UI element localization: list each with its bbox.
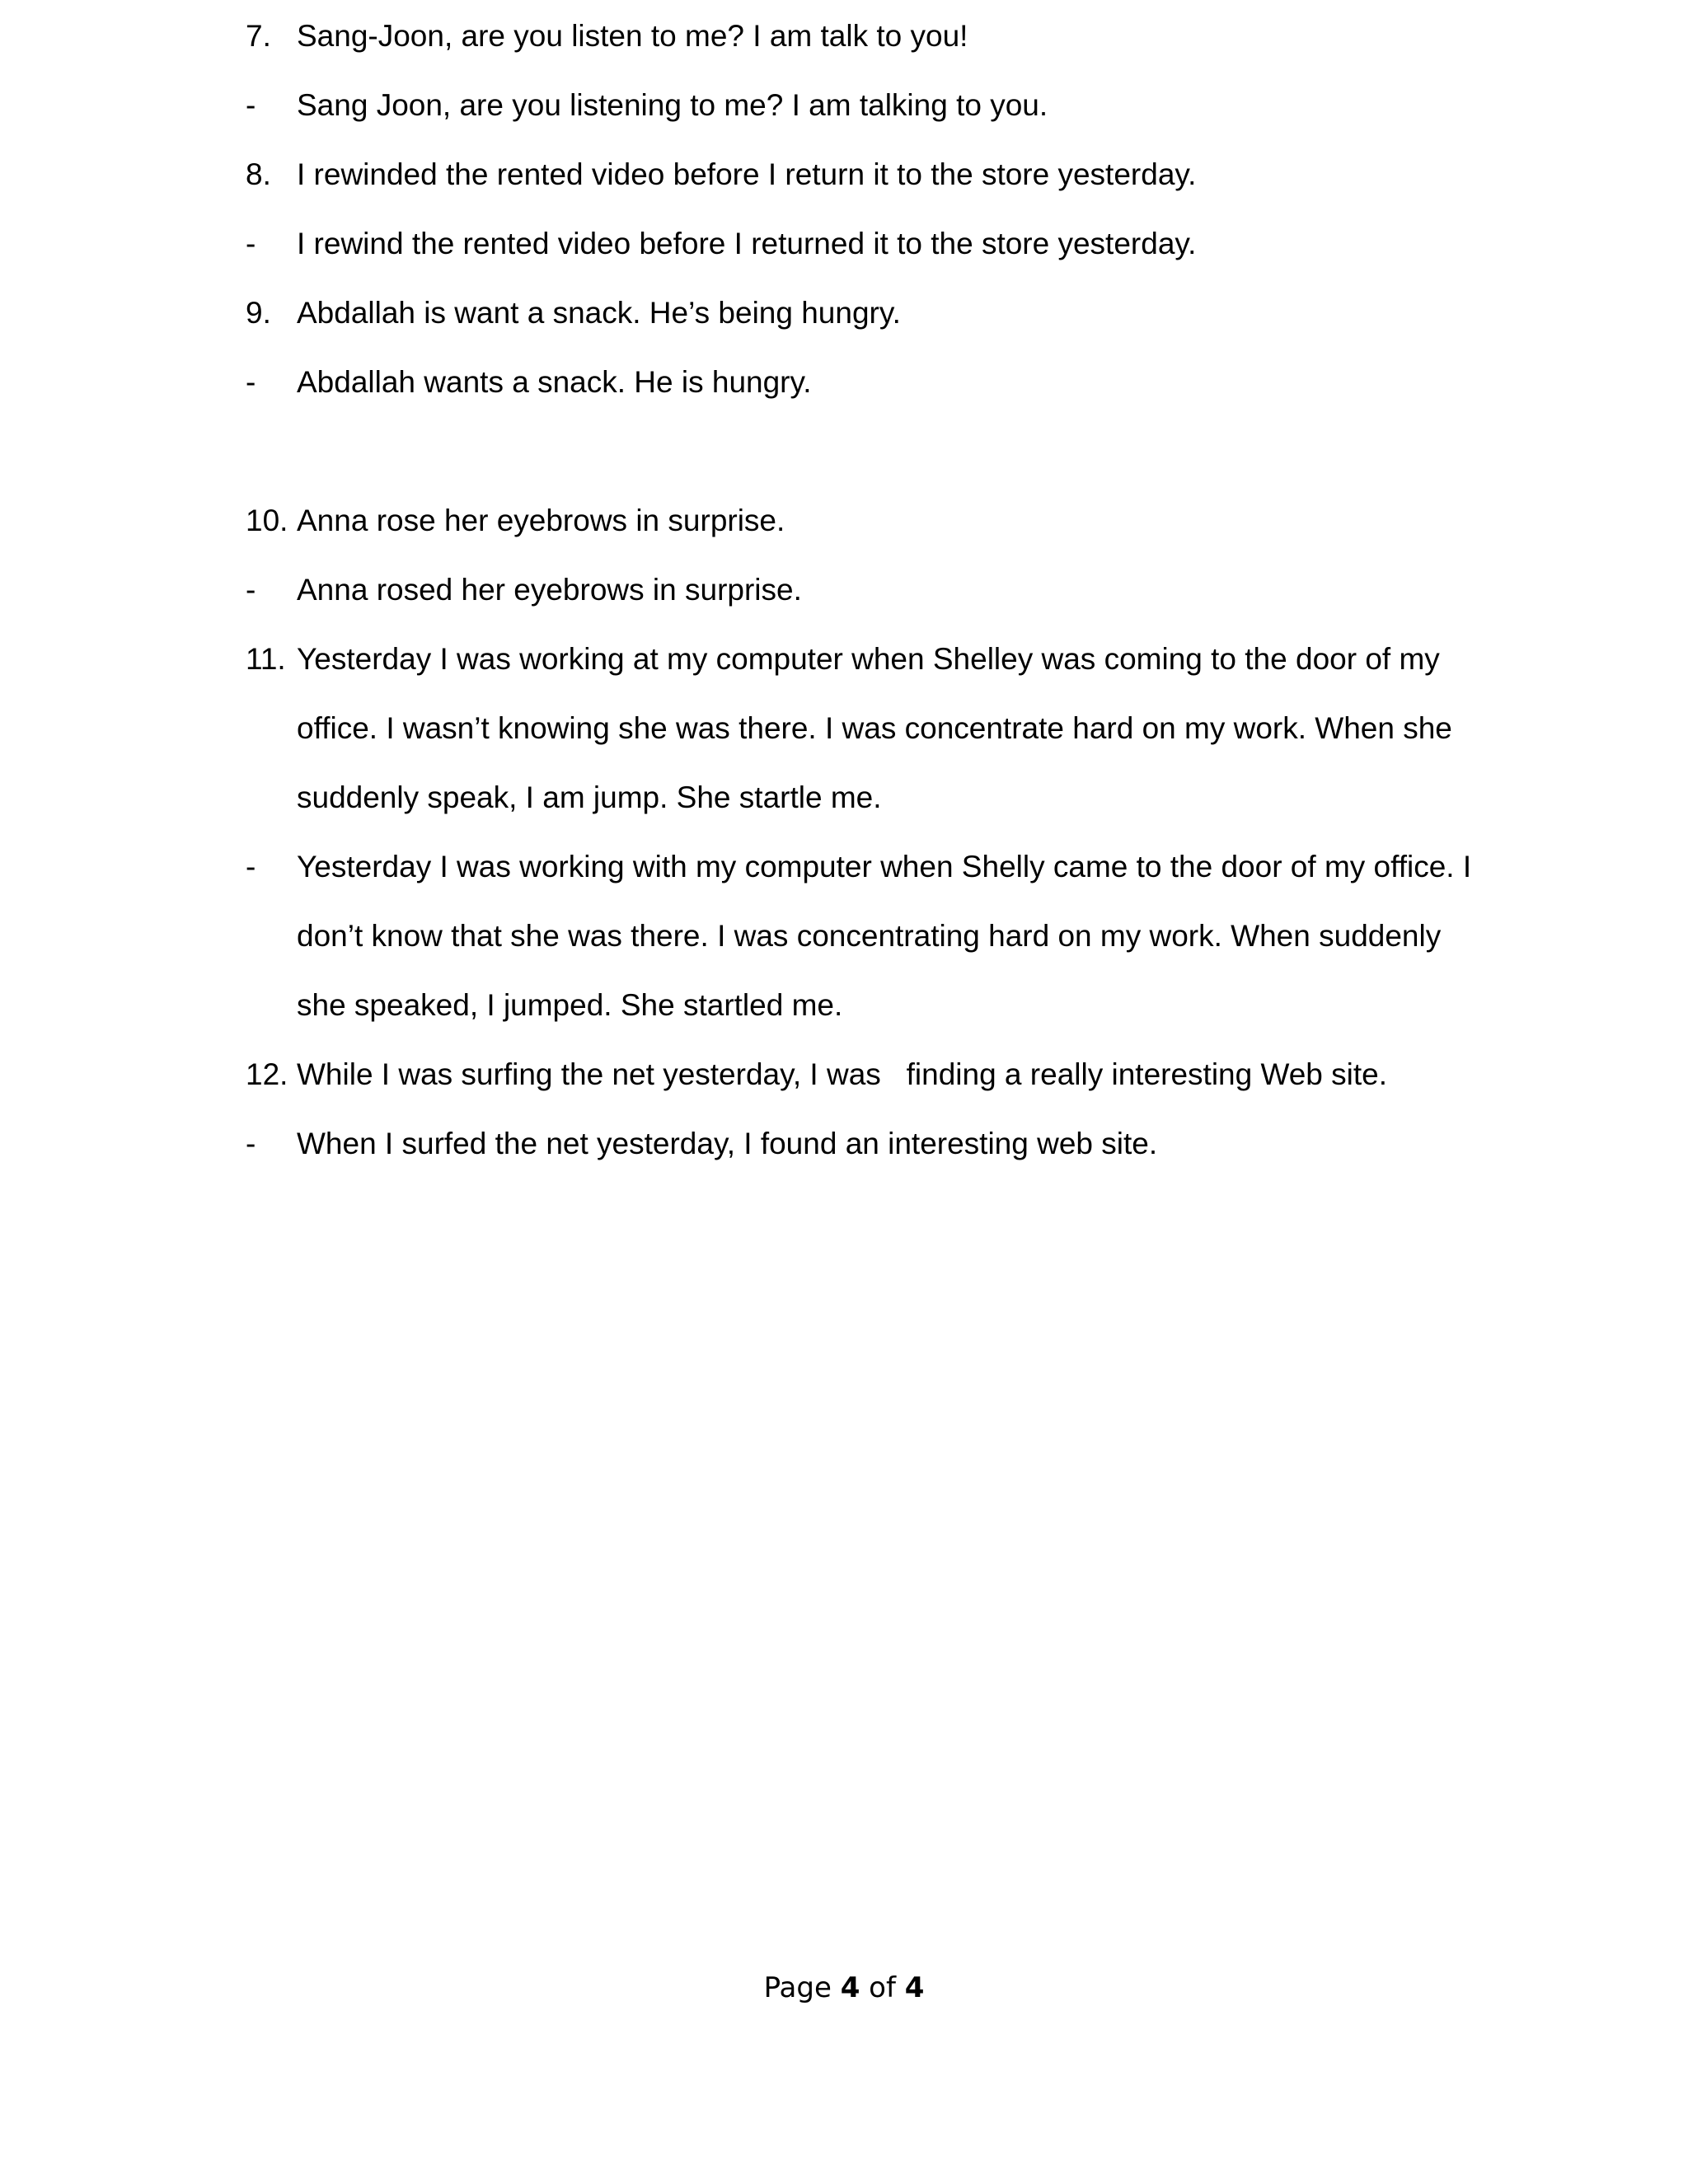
current-page-number: 4 (840, 1971, 860, 2004)
item-text: Sang-Joon, are you listen to me? I am talk to you! (297, 19, 968, 53)
item-text: Anna rose her eyebrows in surprise. (297, 504, 785, 537)
correction-item-7 (246, 81, 1482, 130)
list-item-11-continuation (246, 773, 1482, 823)
correction-text: Yesterday I was working with my computer when Shelly came to the door of my office. I (297, 850, 1472, 883)
list-item-11-continuation (246, 704, 1482, 753)
list-item-9 (246, 288, 1482, 338)
dash-marker: - (246, 573, 256, 607)
item-number: 11. (246, 642, 286, 676)
item-text: I rewinded the rented video before I return it to the store yesterday. (297, 157, 1197, 191)
page-word: Page (763, 1971, 832, 2004)
item-number: 8. (246, 157, 271, 191)
correction-item-9 (246, 358, 1482, 407)
correction-text: Anna rosed her eyebrows in surprise. (297, 573, 802, 607)
list-item-12 (246, 1050, 1482, 1099)
correction-text: Abdallah wants a snack. He is hungry. (297, 365, 812, 399)
correction-text: she speaked, I jumped. She startled me. (297, 988, 843, 1022)
page-footer (0, 1963, 1688, 2013)
correction-item-11-continuation (246, 981, 1482, 1030)
correction-text: Sang Joon, are you listening to me? I am talking to you. (297, 88, 1048, 122)
correction-item-12 (246, 1119, 1482, 1169)
list-item-7 (246, 12, 1482, 61)
item-text: suddenly speak, I am jump. She startle me. (297, 780, 882, 814)
item-text: While I was surfing the net yesterday, I was finding a really interesting Web site. (297, 1057, 1388, 1091)
total-pages-number: 4 (904, 1971, 925, 2004)
item-text: office. I wasn’t knowing she was there. I was concentrate hard on my work. When she (297, 711, 1452, 745)
dash-marker: - (246, 1127, 256, 1160)
item-text: Yesterday I was working at my computer when Shelley was coming to the door of my (297, 642, 1440, 676)
correction-text: don’t know that she was there. I was concentrating hard on my work. When suddenly (297, 919, 1442, 953)
correction-text: When I surfed the net yesterday, I found an interesting web site. (297, 1127, 1158, 1160)
item-number: 12. (246, 1057, 288, 1091)
list-item-10 (246, 496, 1482, 546)
item-number: 7. (246, 19, 271, 53)
dash-marker: - (246, 365, 256, 399)
dash-marker: - (246, 850, 256, 883)
item-text: Abdallah is want a snack. He’s being hungry. (297, 296, 901, 330)
correction-item-8 (246, 219, 1482, 269)
dash-marker: - (246, 227, 256, 260)
of-word: of (869, 1971, 896, 2004)
dash-marker: - (246, 88, 256, 122)
item-number: 10. (246, 504, 288, 537)
item-number: 9. (246, 296, 271, 330)
list-item-11 (246, 635, 1482, 684)
correction-item-10 (246, 565, 1482, 615)
correction-item-11 (246, 842, 1482, 892)
correction-item-11-continuation (246, 912, 1482, 961)
list-item-8 (246, 150, 1482, 199)
correction-text: I rewind the rented video before I returned it to the store yesterday. (297, 227, 1197, 260)
